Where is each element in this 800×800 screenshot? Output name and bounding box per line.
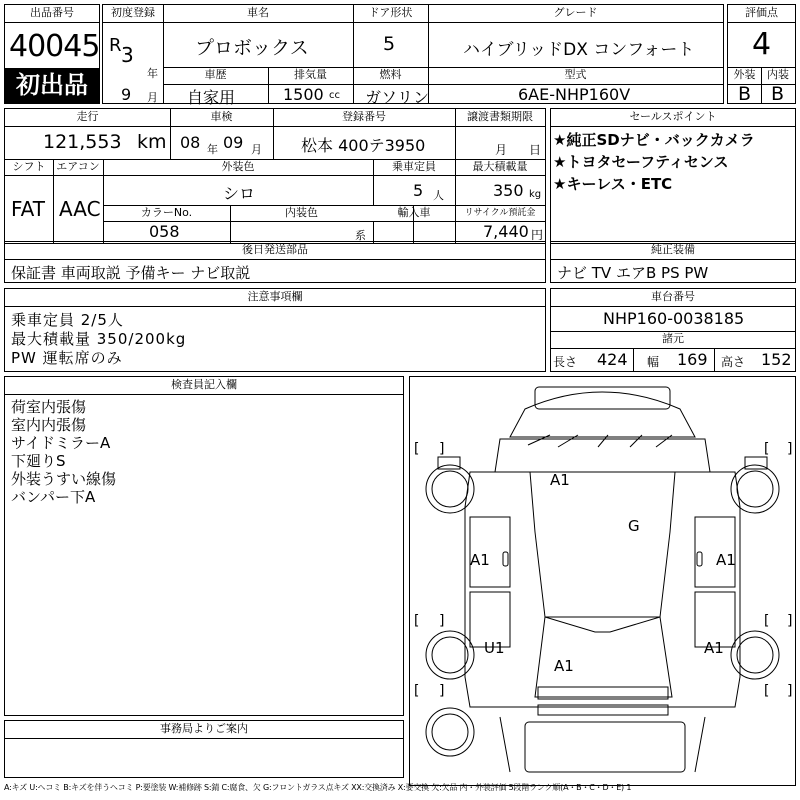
fuel: ガソリン xyxy=(365,88,430,107)
notes-box xyxy=(4,288,546,372)
air-conditioner: AAC xyxy=(59,197,101,221)
standard-equipment-label: 純正装備 xyxy=(651,243,695,256)
inspection-label: 車検 xyxy=(210,110,233,123)
mark-right-front-door: A1 xyxy=(716,551,736,569)
color-number: 058 xyxy=(149,222,180,241)
import-label: 輸入車 xyxy=(397,206,431,219)
inspector-line-1: 荷室内張傷 xyxy=(11,398,87,416)
width: 169 xyxy=(677,350,708,369)
later-parts-label: 後日発送部品 xyxy=(242,243,308,256)
interior-color-label: 内装色 xyxy=(285,206,318,219)
doors-label: ドア形状 xyxy=(368,6,413,19)
bracket-right-bottom-close: ] xyxy=(786,683,795,699)
inspection-month-unit: 月 xyxy=(251,143,262,156)
note-line-3: PW 運転席のみ xyxy=(11,349,123,367)
chassis-number: NHP160-0038185 xyxy=(603,309,745,328)
inspector-line-5: 外装うすい線傷 xyxy=(11,470,117,488)
main-header-box xyxy=(102,4,724,107)
grade-label: グレード xyxy=(553,6,598,19)
history: 自家用 xyxy=(187,88,236,107)
bracket-left-top-close: ] xyxy=(438,441,447,457)
displacement-label: 排気量 xyxy=(294,68,327,81)
interior-grade: B xyxy=(771,83,785,105)
sales-points-label: セールスポイント xyxy=(629,110,717,123)
inspector-label: 検査員記入欄 xyxy=(171,378,237,391)
later-parts: 保証書 車両取説 予備キー ナビ取説 xyxy=(11,264,251,282)
era: R xyxy=(109,35,122,56)
inspector-line-2: 室内内張傷 xyxy=(11,416,87,434)
mark-right-rear-fender: A1 xyxy=(704,639,724,657)
inspector-line-4: 下廻りS xyxy=(11,452,66,470)
note-line-2: 最大積載量 350/200kg xyxy=(11,330,187,348)
max-load-unit: kg xyxy=(529,189,542,200)
note-line-1: 乗車定員 2/5人 xyxy=(11,311,124,329)
score: 4 xyxy=(752,27,772,62)
color-label: 外装色 xyxy=(221,160,255,173)
grade: ハイブリッドDX コンフォート xyxy=(463,40,695,60)
bracket-right-top: [ xyxy=(762,441,771,457)
mileage-unit: km xyxy=(137,131,167,153)
capacity: 5 xyxy=(413,181,424,200)
height-label: 高さ xyxy=(721,355,746,369)
model-code: 6AE-NHP160V xyxy=(518,85,631,104)
standard-equipment-box xyxy=(550,241,796,283)
mileage-label: 走行 xyxy=(76,110,99,123)
sales-point-3: ★キーレス・ETC xyxy=(553,175,673,193)
bracket-right-mid: [ xyxy=(762,613,771,629)
height: 152 xyxy=(761,350,792,369)
office-notice-box xyxy=(4,720,404,778)
bracket-left-bottom: [ xyxy=(412,683,421,699)
first-reg-year: 3 xyxy=(121,43,134,67)
history-label: 車歴 xyxy=(204,68,227,81)
shift-label: シフト xyxy=(12,160,46,173)
dimensions-label: 諸元 xyxy=(662,332,684,345)
bracket-left-mid: [ xyxy=(412,613,421,629)
car-name-label: 車名 xyxy=(247,6,269,19)
first-listing-badge: 初出品 xyxy=(5,68,99,103)
exterior-grade: B xyxy=(738,83,752,105)
mark-rear: A1 xyxy=(554,657,574,675)
body-color: シロ xyxy=(223,184,256,203)
transfer-day-unit: 日 xyxy=(529,143,542,157)
score-box xyxy=(727,4,796,104)
later-parts-box xyxy=(4,241,546,283)
mark-hood: A1 xyxy=(550,471,570,489)
mark-left-rear-fender: U1 xyxy=(484,639,505,657)
first-reg-month: 9 xyxy=(121,85,132,104)
sales-point-2: ★トヨタセーフティセンス xyxy=(553,153,729,171)
max-load-label: 最大積載量 xyxy=(472,160,528,173)
bracket-right-mid-close: ] xyxy=(786,613,795,629)
door-count: 5 xyxy=(383,33,396,55)
width-label: 幅 xyxy=(647,355,660,369)
recycle-label: リサイクル預託金 xyxy=(464,208,536,218)
recycle-unit: 円 xyxy=(531,228,544,242)
first-reg-label: 初度登録 xyxy=(111,6,155,19)
color-no-label: カラーNo. xyxy=(140,206,193,219)
lot-number: 40045 xyxy=(9,29,100,64)
lot-number-box xyxy=(4,4,100,104)
capacity-label: 乗車定員 xyxy=(392,160,436,173)
sales-point-1: ★純正SDナビ・バックカメラ xyxy=(553,131,755,149)
notes-label: 注意事項欄 xyxy=(247,290,303,303)
length-label: 長さ xyxy=(553,355,578,369)
ac-label: エアコン xyxy=(56,160,100,173)
max-load: 350 xyxy=(493,181,524,200)
damage-legend: A:キズ U:ヘコミ B:キズを伴うヘコミ P:要塗装 W:補修跡 S:錆 C:腐食、欠 G:フロントガラス点キズ XX:交換済み X:要交換 欠:欠品 内・外装評価 5段階ランク順(A・B・C・D・E) 1 xyxy=(4,783,632,792)
fuel-label: 燃料 xyxy=(379,68,402,81)
office-notice-label: 事務局よりご案内 xyxy=(160,722,248,735)
inspection-year: 08 xyxy=(180,133,201,152)
displacement: 1500 xyxy=(283,85,324,104)
exterior-label: 外装 xyxy=(733,68,756,81)
vehicle-info-box xyxy=(4,108,546,244)
displacement-unit: cc xyxy=(329,90,340,101)
score-label: 評価点 xyxy=(745,6,778,19)
inspector-line-6: バンパー下A xyxy=(11,488,96,506)
standard-equipment: ナビ TV エアB PS PW xyxy=(557,264,709,282)
inspector-line-3: サイドミラーA xyxy=(11,434,111,452)
chassis-label: 車台番号 xyxy=(651,290,695,303)
interior-label: 内装 xyxy=(767,68,789,81)
sales-points-box xyxy=(550,108,796,244)
inspection-year-unit: 年 xyxy=(207,143,218,156)
interior-color-unit: 系 xyxy=(355,229,366,242)
chassis-box xyxy=(550,288,796,372)
car-name: プロボックス xyxy=(195,37,309,59)
capacity-unit: 人 xyxy=(433,189,444,202)
bracket-left-bottom-close: ] xyxy=(438,683,447,699)
bracket-right-bottom: [ xyxy=(762,683,771,699)
plate-label: 登録番号 xyxy=(342,110,386,123)
recycle-deposit: 7,440 xyxy=(483,222,529,241)
length: 424 xyxy=(597,350,628,369)
shift: FAT xyxy=(11,197,46,221)
year-unit: 年 xyxy=(147,67,158,80)
model-label: 型式 xyxy=(564,68,587,81)
bracket-left-top: [ xyxy=(412,441,421,457)
damage-diagram-box xyxy=(409,376,796,786)
inspection-month: 09 xyxy=(223,133,244,152)
bracket-right-top-close: ] xyxy=(786,441,795,457)
mileage: 121,553 xyxy=(43,131,122,153)
month-unit: 月 xyxy=(147,91,158,104)
bracket-left-mid-close: ] xyxy=(438,613,447,629)
car-damage-diagram xyxy=(410,377,795,785)
transfer-month-unit: 月 xyxy=(495,143,508,157)
mark-roof: G xyxy=(628,517,640,535)
lot-number-label: 出品番号 xyxy=(30,6,74,19)
transfer-docs-label: 譲渡書類期限 xyxy=(467,110,533,123)
plate-number: 松本 400テ3950 xyxy=(301,136,426,155)
mark-left-front-door: A1 xyxy=(470,551,490,569)
inspector-box xyxy=(4,376,404,716)
